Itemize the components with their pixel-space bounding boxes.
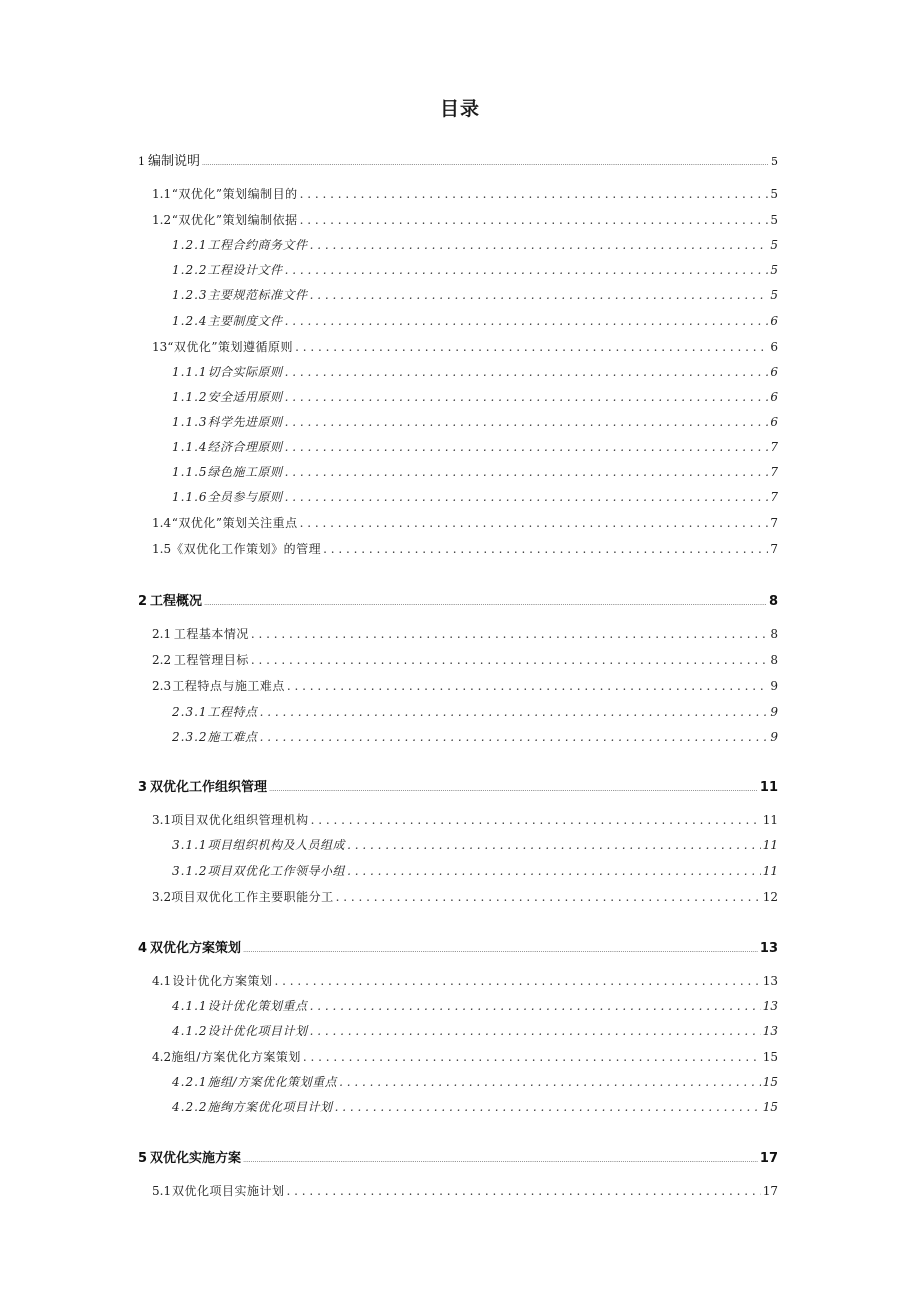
- dot-leader: [339, 1075, 761, 1089]
- dot-leader: [285, 465, 769, 479]
- toc-entry[interactable]: [152, 338, 778, 355]
- toc-entry-title: 双优化方案策划: [150, 941, 242, 956]
- toc-entry-number: 4: [138, 941, 148, 956]
- toc-entry[interactable]: [172, 388, 778, 405]
- dot-leader: [285, 490, 769, 504]
- dot-leader: [275, 974, 761, 988]
- dot-leader: [285, 365, 769, 379]
- dot-leader: [300, 213, 769, 227]
- dot-leader: [260, 730, 769, 744]
- toc-entry-page: 6: [770, 415, 778, 429]
- toc-entry-title: 双优化工作组织管理: [150, 780, 268, 795]
- toc-entry-page: 17: [759, 1151, 778, 1166]
- toc-entry-number: 2.3.2: [172, 730, 208, 744]
- dot-leader: [251, 627, 768, 641]
- toc-entry[interactable]: [152, 185, 778, 202]
- toc-entry-title: 工程管理目标: [173, 653, 249, 667]
- dot-leader: [300, 187, 769, 201]
- toc-entry-title: 主要规范标准文件: [207, 288, 308, 302]
- toc-entry-page: 13: [762, 974, 778, 988]
- toc-entry[interactable]: [172, 1073, 778, 1090]
- toc-entry-title: 主要制度文件: [207, 314, 283, 328]
- toc-entry-number: 4.1.2: [172, 1024, 208, 1038]
- dot-leader: [310, 1024, 761, 1038]
- toc-entry-title: 切合实际原则: [207, 365, 283, 379]
- dot-leader: [269, 780, 758, 795]
- dot-leader: [243, 1151, 758, 1166]
- toc-entry-page: 5: [770, 288, 778, 302]
- toc-entry-number: 3.2: [152, 890, 172, 904]
- toc-entry-number: 1.4: [152, 516, 172, 530]
- dot-leader: [310, 238, 769, 252]
- toc-entry-title: “双优化”策划编制目的: [171, 187, 298, 201]
- toc-entry-page: 6: [770, 390, 778, 404]
- toc-entry-title: 工程特点: [207, 705, 258, 719]
- toc-entry[interactable]: [138, 776, 778, 795]
- toc-entry-number: 1.2.3: [172, 288, 208, 302]
- toc-entry-title: 全员参与原则: [207, 490, 283, 504]
- toc-entry-number: 3.1: [152, 813, 172, 827]
- toc-entry-title: “双优化”策划遵循原则: [167, 340, 294, 354]
- toc-entry-title: 项目组织机构及人员组成: [207, 838, 346, 852]
- toc-entry[interactable]: [152, 1182, 778, 1199]
- toc-entry-page: 6: [770, 365, 778, 379]
- toc-entry-title: 施组/方案优化方案策划: [171, 1050, 301, 1064]
- dot-leader: [311, 813, 761, 827]
- dot-leader: [310, 288, 769, 302]
- toc-entry[interactable]: [152, 811, 778, 828]
- toc-entry-page: 15: [762, 1075, 778, 1089]
- toc-entry[interactable]: [152, 651, 778, 668]
- toc-entry-number: 1.2.4: [172, 314, 208, 328]
- dot-leader: [285, 415, 769, 429]
- toc-entry-page: 13: [759, 941, 778, 956]
- toc-entry-title: 科学先进原则: [207, 415, 283, 429]
- toc-entry-page: 7: [770, 490, 778, 504]
- toc-entry-number: 2: [138, 594, 148, 609]
- toc-entry[interactable]: [172, 703, 778, 720]
- toc-entry-number: 1.1.6: [172, 490, 208, 504]
- dot-leader: [251, 653, 768, 667]
- toc-entry-title: 经济合理原则: [207, 440, 283, 454]
- toc-entry-page: 15: [762, 1050, 778, 1064]
- toc-entry[interactable]: [138, 150, 778, 169]
- toc-entry-title: 项目双优化组织管理机构: [171, 813, 309, 827]
- toc-entry-page: 13: [762, 999, 778, 1013]
- toc-entry-title: 设计优化方案策划: [172, 974, 273, 988]
- toc-entry[interactable]: [172, 728, 778, 745]
- toc-entry-title: 项目双优化工作主要职能分工: [171, 890, 334, 904]
- toc-entry-page: 9: [770, 730, 778, 744]
- dot-leader: [295, 340, 768, 354]
- toc-entry-number: 2.2: [152, 653, 172, 667]
- toc-entry-page: 5: [770, 213, 778, 227]
- dot-leader: [285, 390, 769, 404]
- toc-entry[interactable]: [172, 836, 778, 853]
- toc-entry-number: 3.1.2: [172, 864, 208, 878]
- toc-entry-page: 11: [762, 813, 778, 827]
- toc-entry[interactable]: [138, 1147, 778, 1166]
- dot-leader: [243, 941, 758, 956]
- toc-entry[interactable]: [172, 236, 778, 253]
- toc-entry[interactable]: [172, 363, 778, 380]
- toc-entry-title: “双优化”策划关注重点: [171, 516, 298, 530]
- toc-entry-page: 11: [762, 864, 778, 878]
- toc-entry-page: 9: [770, 679, 778, 693]
- toc-entry[interactable]: [152, 972, 778, 989]
- toc-entry-page: 5: [770, 238, 778, 252]
- toc-entry-title: 工程基本情况: [173, 627, 249, 641]
- toc-entry-page: 5: [770, 263, 778, 277]
- toc-entry-number: 1.1.5: [172, 465, 208, 479]
- toc-entry-number: 1.2.2: [172, 263, 208, 277]
- toc-entry-title: 工程概况: [150, 594, 203, 609]
- toc-entry-page: 11: [759, 780, 778, 795]
- toc-entry-number: 3: [138, 780, 148, 795]
- toc-entry-number: 4.2.1: [172, 1075, 208, 1089]
- toc-entry[interactable]: [172, 997, 778, 1014]
- toc-entry-number: 1.1.1: [172, 365, 208, 379]
- toc-entry[interactable]: [172, 312, 778, 329]
- toc-entry-page: 13: [762, 1024, 778, 1038]
- toc-entry[interactable]: [138, 937, 778, 956]
- toc-entry[interactable]: [172, 438, 778, 455]
- toc-entry-page: 8: [770, 627, 778, 641]
- toc-entry-number: 1.1.2: [172, 390, 208, 404]
- toc-entry[interactable]: [152, 625, 778, 642]
- toc-entry[interactable]: [138, 590, 778, 609]
- toc-entry-number: 3.1.1: [172, 838, 208, 852]
- toc-entry-page: 7: [770, 542, 778, 556]
- toc-entry[interactable]: [152, 211, 778, 228]
- dot-leader: [260, 705, 769, 719]
- toc-entry-number: 1.2.1: [172, 238, 208, 252]
- dot-leader: [285, 263, 769, 277]
- toc-entry-number: 5.1: [152, 1184, 172, 1198]
- toc-entry-title: 工程特点与施工难点: [172, 679, 285, 693]
- toc-entry[interactable]: [172, 261, 778, 278]
- toc-entry[interactable]: [152, 888, 778, 905]
- toc-entry-page: 5: [770, 187, 778, 201]
- toc-entry-number: 1: [138, 155, 145, 168]
- toc-entry-title: 施工难点: [207, 730, 258, 744]
- dot-leader: [347, 864, 761, 878]
- dot-leader: [347, 838, 761, 852]
- toc-entry-title: 编制说明: [148, 154, 201, 169]
- toc-entry[interactable]: [172, 1022, 778, 1039]
- toc-entry[interactable]: [172, 862, 778, 879]
- toc-entry-number: 4.2: [152, 1050, 172, 1064]
- toc-entry-title: 绿色施工原则: [207, 465, 283, 479]
- toc-entry-number: 2.3: [152, 679, 172, 693]
- toc-entry[interactable]: [152, 1048, 778, 1065]
- toc-entry-number: 4.1: [152, 974, 172, 988]
- toc-entry-page: 7: [770, 465, 778, 479]
- toc-entry-number: 13: [152, 340, 168, 354]
- toc-entry-page: 6: [770, 314, 778, 328]
- toc-entry-page: 9: [770, 705, 778, 719]
- toc-entry-title: 工程合约商务文件: [207, 238, 308, 252]
- dot-leader: [336, 890, 761, 904]
- toc-entry-title: 双优化实施方案: [150, 1151, 242, 1166]
- dot-leader: [300, 516, 769, 530]
- dot-leader: [285, 440, 769, 454]
- toc-entry-number: 1.2: [152, 213, 172, 227]
- toc-entry[interactable]: [172, 463, 778, 480]
- toc-entry-title: 《双优化工作策划》的管理: [171, 542, 322, 556]
- toc-entry-number: 5: [138, 1151, 148, 1166]
- toc-entry-page: 12: [762, 890, 778, 904]
- toc-entry-page: 15: [762, 1100, 778, 1114]
- toc-entry-number: 1.5: [152, 542, 172, 556]
- toc-entry-title: 设计优化项目计划: [207, 1024, 308, 1038]
- dot-leader: [285, 314, 769, 328]
- page-title: 目录: [439, 98, 480, 120]
- toc-entry-page: 8: [770, 653, 778, 667]
- toc-entry[interactable]: [172, 413, 778, 430]
- toc-entry-number: 4.1.1: [172, 999, 208, 1013]
- toc-entry-number: 1.1.3: [172, 415, 208, 429]
- toc-entry[interactable]: [172, 1098, 778, 1115]
- dot-leader: [287, 1184, 761, 1198]
- toc-entry-page: 6: [770, 340, 778, 354]
- toc-entry-title: 工程设计文件: [207, 263, 283, 277]
- dot-leader: [202, 154, 769, 169]
- toc-entry-title: 项目双优化工作领导小组: [207, 864, 346, 878]
- toc-entry-page: 17: [762, 1184, 778, 1198]
- toc-entry-title: 双优化项目实施计划: [172, 1184, 285, 1198]
- dot-leader: [335, 1100, 761, 1114]
- toc-entry-title: 施组/方案优化策划重点: [207, 1075, 338, 1089]
- toc-entry[interactable]: [152, 514, 778, 531]
- toc-entry-number: 1.1: [152, 187, 172, 201]
- toc-entry-page: 7: [770, 516, 778, 530]
- toc-entry[interactable]: [172, 286, 778, 303]
- toc-entry-page: 8: [768, 594, 778, 609]
- toc-entry-title: “双优化”策划编制依据: [171, 213, 298, 227]
- toc-entry-number: 1.1.4: [172, 440, 208, 454]
- toc-entry-page: 7: [770, 440, 778, 454]
- toc-entry[interactable]: [152, 540, 778, 557]
- toc-entry-number: 4.2.2: [172, 1100, 208, 1114]
- toc-entry-title: 施绚方案优化项目计划: [207, 1100, 333, 1114]
- toc-entry-page: 5: [771, 155, 778, 168]
- dot-leader: [303, 1050, 761, 1064]
- toc-entry[interactable]: [152, 677, 778, 694]
- dot-leader: [287, 679, 769, 693]
- toc-entry-title: 安全适用原则: [207, 390, 283, 404]
- dot-leader: [204, 594, 767, 609]
- toc-entry[interactable]: [172, 488, 778, 505]
- toc-entry-number: 2.3.1: [172, 705, 208, 719]
- dot-leader: [323, 542, 768, 556]
- toc-entry-number: 2.1: [152, 627, 172, 641]
- toc-entry-page: 11: [762, 838, 778, 852]
- toc-entry-title: 设计优化策划重点: [207, 999, 308, 1013]
- dot-leader: [310, 999, 761, 1013]
